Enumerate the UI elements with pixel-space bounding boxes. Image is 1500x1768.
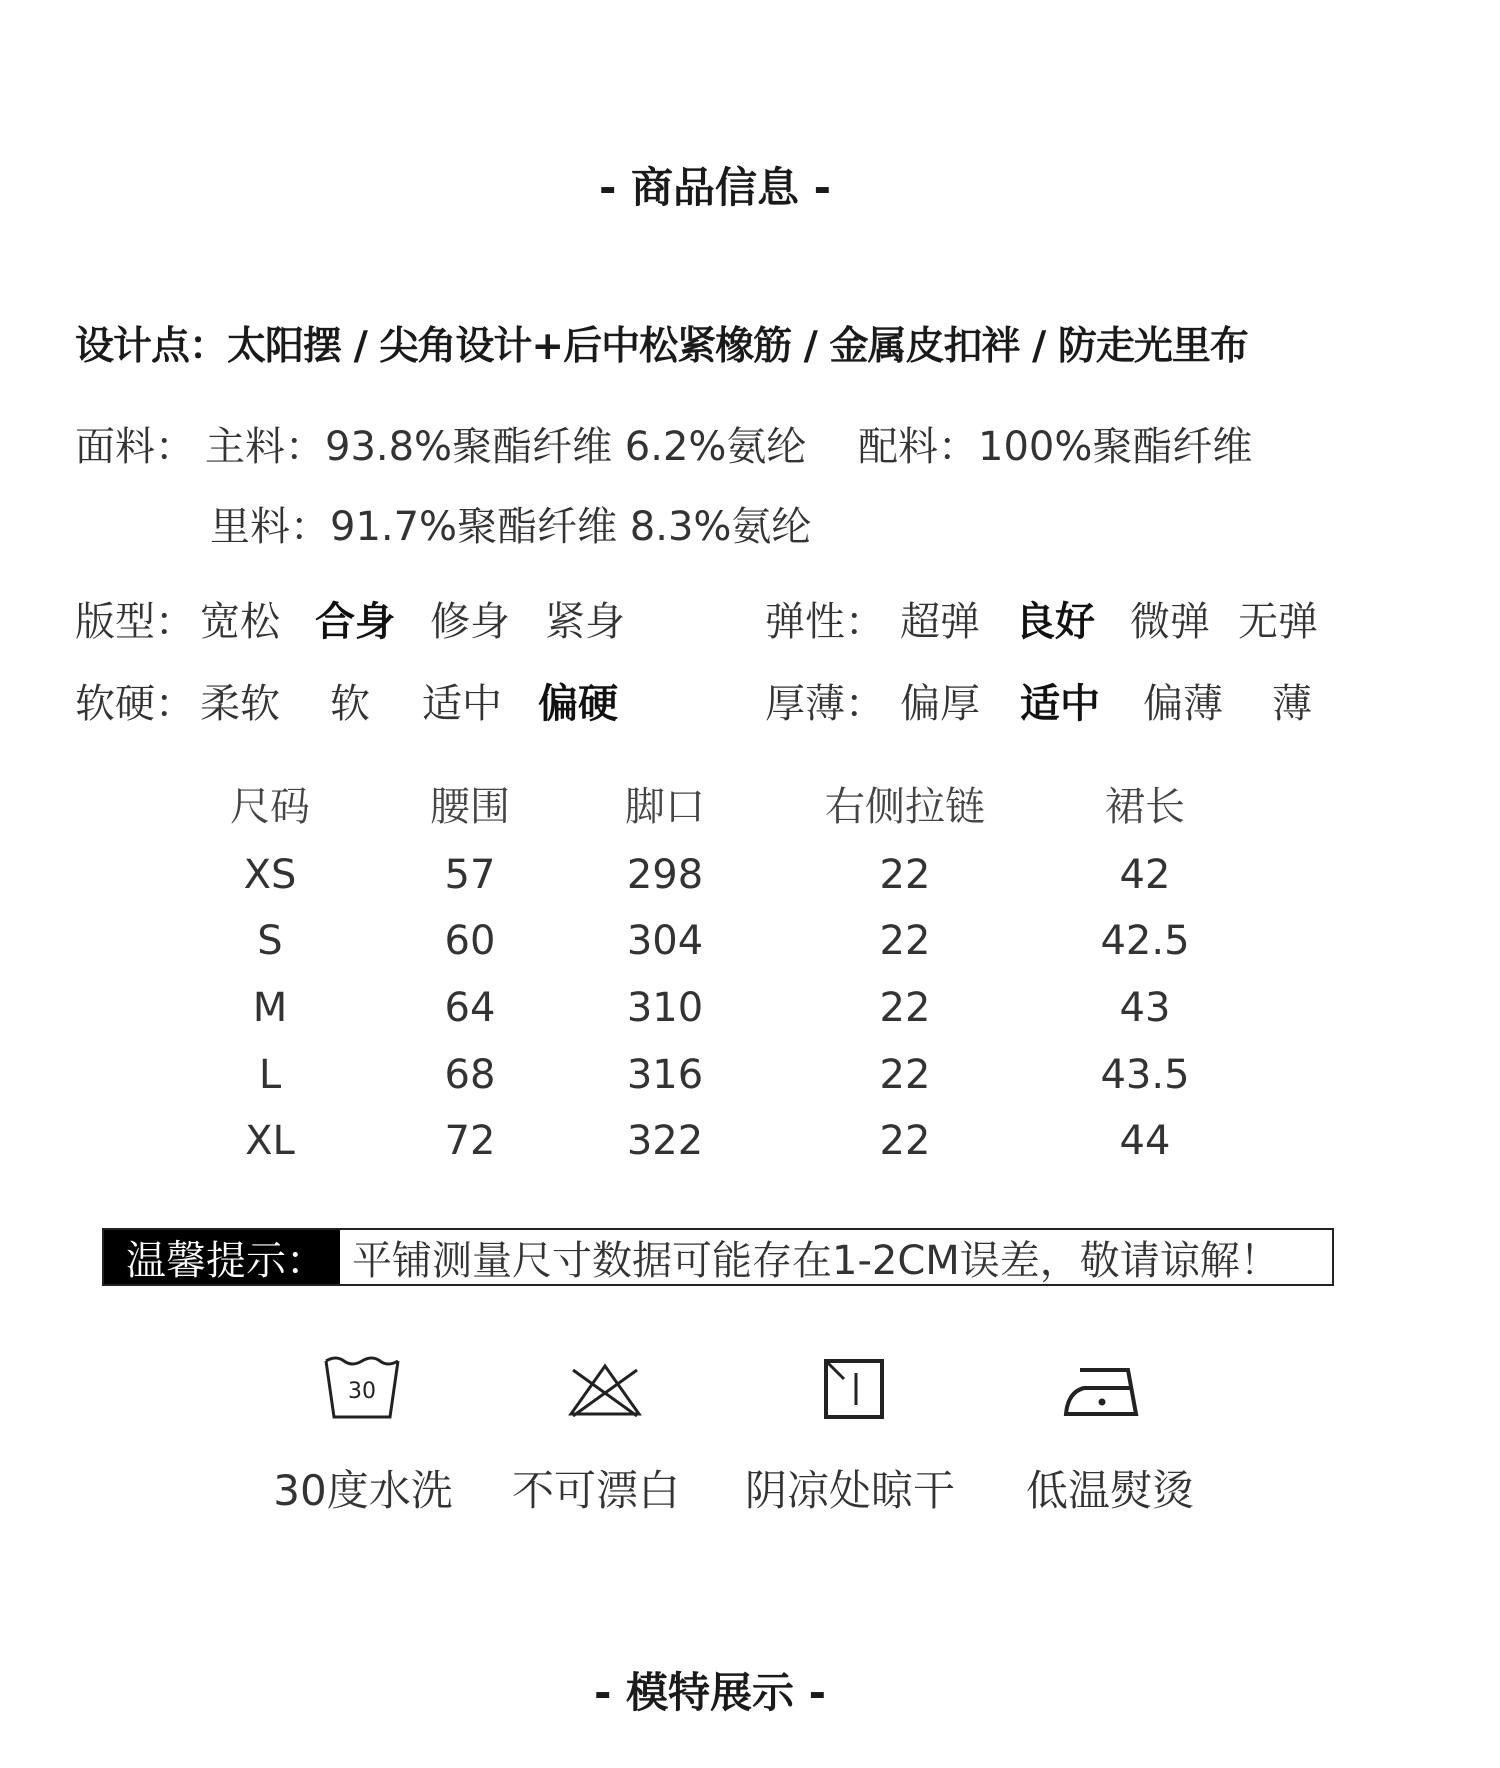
softness-label: 软硬： [75,681,195,727]
table-header-length: 裙长 [1105,784,1185,830]
tip-text: 平铺测量尺寸数据可能存在1-2CM误差，敬请谅解！ [352,1237,1280,1284]
table-cell: 22 [879,852,931,898]
elasticity-option-super: 超弹 [900,599,980,645]
table-cell: 44 [1119,1118,1171,1164]
fabric-accessory: 配料：100%聚酯纤维 [858,424,1253,470]
table-cell: 22 [879,1118,931,1164]
table-cell: 43.5 [1100,1052,1190,1098]
care-label-no-bleach: 不可漂白 [511,1466,680,1515]
thickness-option-thin: 薄 [1272,681,1312,727]
table-cell: S [257,918,283,964]
design-point: 设计点：太阳摆 / 尖角设计+后中松紧橡筋 / 金属皮扣袢 / 防走光里布 [75,324,1248,369]
thickness-option-medium: 适中 [1020,681,1100,727]
table-cell: 22 [879,918,931,964]
table-cell: 304 [626,918,704,964]
section-title: - 商品信息 - [598,163,832,212]
fit-option-slim: 修身 [430,599,510,645]
table-header-size: 尺码 [230,784,310,830]
fit-option-tight: 紧身 [545,599,625,645]
care-label-shade-dry: 阴凉处晾干 [744,1466,955,1515]
model-section-title: - 模特展示 - [593,1668,827,1717]
softness-option-very-soft: 柔软 [200,681,280,727]
no-bleach-icon [565,1360,645,1420]
table-header-waist: 腰围 [430,784,510,830]
care-label-wash: 30度水洗 [273,1466,453,1515]
elasticity-option-good: 良好 [1015,599,1095,645]
tip-label: 温馨提示： [104,1230,340,1284]
table-header-hem: 脚口 [625,784,705,830]
thickness-option-thinner: 偏薄 [1143,681,1223,727]
fabric-main: 主料：93.8%聚酯纤维 6.2%氨纶 [205,424,807,470]
table-cell: 42 [1119,852,1171,898]
fit-label: 版型： [75,599,195,645]
table-cell: 22 [879,985,931,1031]
table-cell: 57 [444,852,496,898]
fit-option-loose: 宽松 [200,599,280,645]
softness-option-medium: 适中 [422,681,502,727]
table-cell: 60 [444,918,496,964]
table-cell: 310 [626,985,704,1031]
table-cell: 42.5 [1100,918,1190,964]
table-cell: XS [243,852,297,898]
table-header-zipper: 右侧拉链 [825,784,985,830]
table-cell: 22 [879,1052,931,1098]
table-cell: 298 [626,852,704,898]
table-cell: 43 [1119,985,1171,1031]
elasticity-label: 弹性： [765,599,885,645]
elasticity-option-none: 无弹 [1238,599,1318,645]
thickness-option-thick: 偏厚 [900,681,980,727]
fabric-label: 面料： [75,424,195,470]
table-cell: L [258,1052,282,1098]
table-cell: 72 [444,1118,496,1164]
elasticity-option-slight: 微弹 [1130,599,1210,645]
care-label-low-iron: 低温熨烫 [1025,1466,1194,1515]
thickness-label: 厚薄： [765,681,885,727]
low-iron-icon [1062,1362,1142,1422]
table-cell: 64 [444,985,496,1031]
fit-option-regular: 合身 [315,599,395,645]
table-cell: 68 [444,1052,496,1098]
wash-30-icon [322,1355,402,1425]
softness-option-soft: 软 [330,681,370,727]
table-cell: XL [245,1118,295,1164]
shade-dry-icon [822,1357,886,1421]
table-cell: M [252,985,288,1031]
tip-box [102,1228,1334,1286]
table-cell: 322 [626,1118,704,1164]
fabric-lining: 里料：91.7%聚酯纤维 8.3%氨纶 [210,504,812,550]
table-cell: 316 [626,1052,704,1098]
wash-temp-text: 30 [348,1379,376,1404]
softness-option-stiff: 偏硬 [538,681,618,727]
